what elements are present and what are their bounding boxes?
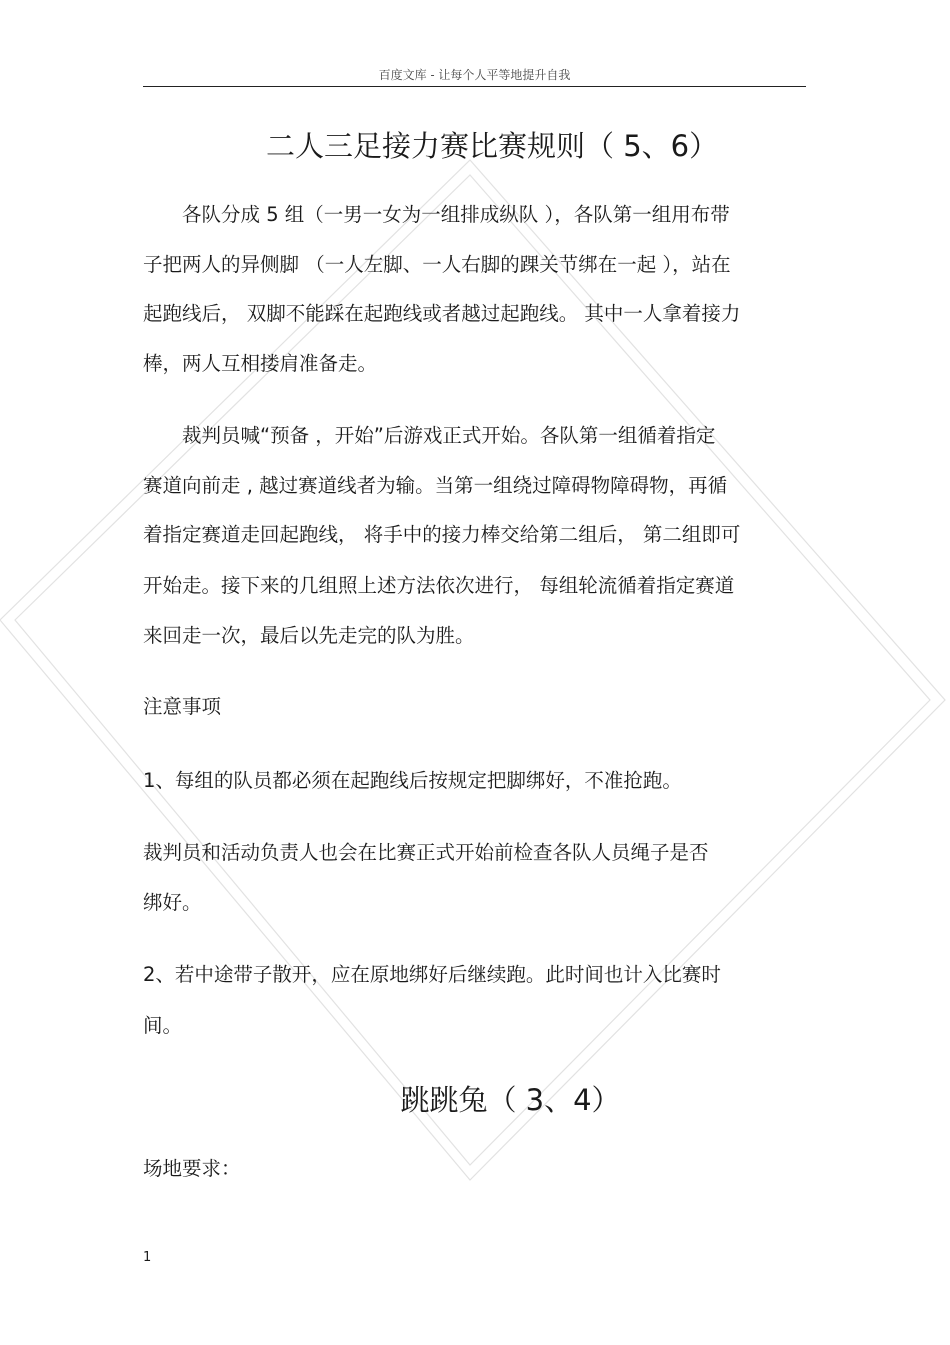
paragraph-line: 着指定赛道走回起跑线， 将手中的接力棒交给第二组后， 第二组即可 [143,523,741,546]
page-header: 百度文库 - 让每个人平等地提升自我 [378,68,571,82]
venue-heading: 场地要求： [143,1157,241,1180]
paragraph-line: 绑好。 [143,891,202,914]
paragraph-line: 各队分成 5 组（一男一女为一组排成纵队 ），各队第一组用布带 [143,203,730,226]
paragraph-line: 间。 [143,1014,183,1037]
header-divider [143,86,806,87]
paragraph-line: 来回走一次，最后以先走完的队为胜。 [143,624,475,647]
note-item-2: 2、若中途带子散开，应在原地绑好后继续跑。此时间也计入比赛时 [143,963,721,986]
note-item-1: 1、每组的队员都必须在起跑线后按规定把脚绑好，不准抢跑。 [143,769,682,792]
paragraph-line: 起跑线后， 双脚不能踩在起跑线或者越过起跑线。 其中一人拿着接力 [143,302,741,325]
paragraph-line: 裁判员和活动负责人也会在比赛正式开始前检查各队人员绳子是否 [143,841,709,864]
paragraph-line: 棒，两人互相搂肩准备走。 [143,352,378,375]
section-title-jumping-rabbit: 跳跳兔（ 3、4） [400,1083,621,1117]
notes-heading: 注意事项 [143,695,222,718]
paragraph-line: 赛道向前走 , 越过赛道线者为输。当第一组绕过障碍物障碍物，再循 [143,474,728,497]
paragraph-line: 裁判员喊“预备 ，开始”后游戏正式开始。各队第一组循着指定 [143,424,716,447]
paragraph-line: 子把两人的异侧脚 （一人左脚、一人右脚的踝关节绑在一起 ），站在 [143,253,731,276]
paragraph-line: 开始走。接下来的几组照上述方法依次进行， 每组轮流循着指定赛道 [143,574,735,597]
section-title-relay: 二人三足接力赛比赛规则（ 5、6） [266,129,719,163]
page-number: 1 [143,1250,152,1265]
